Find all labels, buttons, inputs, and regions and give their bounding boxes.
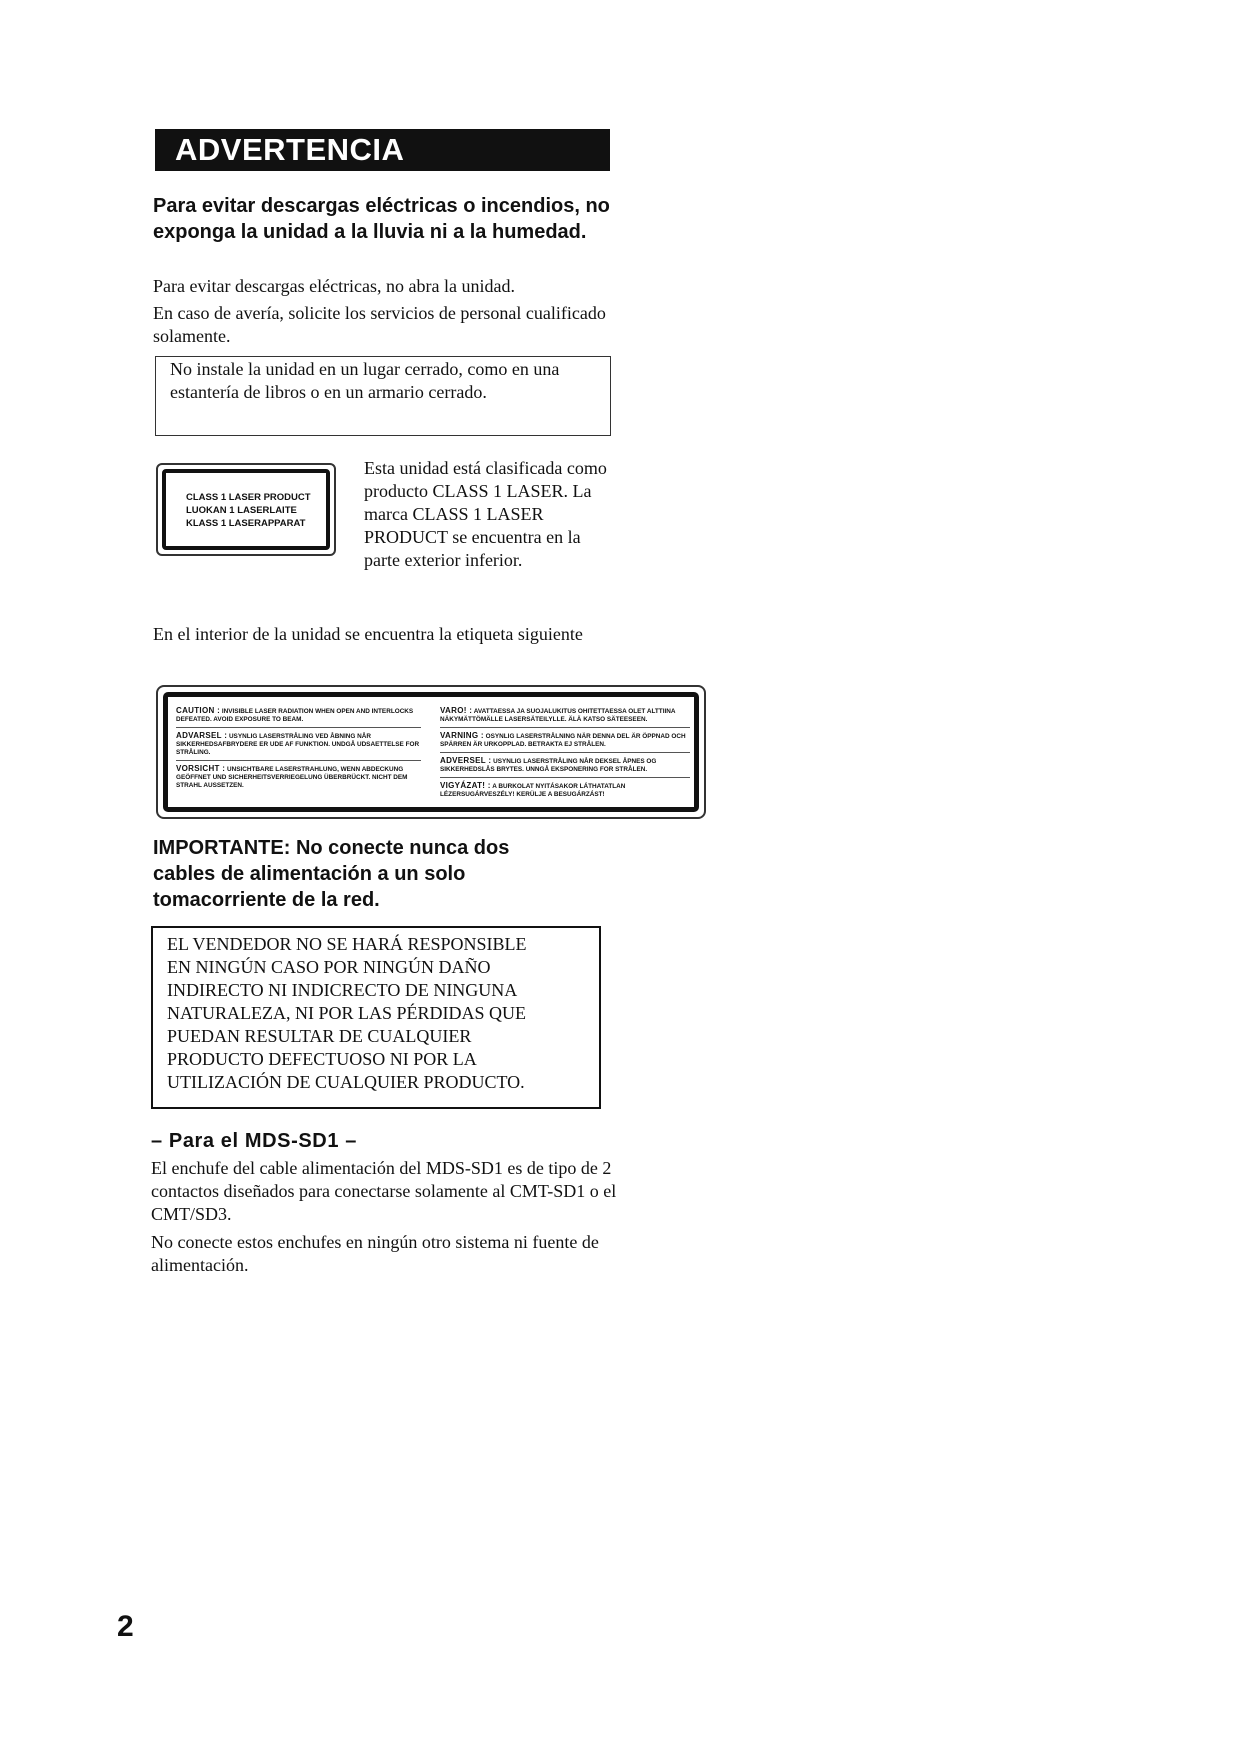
disclaimer-line: UTILIZACIÓN DE CUALQUIER PRODUCTO. — [167, 1072, 525, 1092]
caution-entry: VARO! : AVATTAESSA JA SUOJALUKITUS OHITETTAESSA OLET ALTTIINA NÄKYMÄTTÖMÄLLE LASERSÄTEILYLLE. ÄLÄ KATSO SÄTEESEEN. — [440, 707, 690, 728]
caution-entry: CAUTION : INVISIBLE LASER RADIATION WHEN OPEN AND INTERLOCKS DEFEATED. AVOID EXPOSURE TO BEAM. — [176, 707, 421, 728]
caution-laser-label — [156, 685, 706, 819]
mds-paragraph-2: No conecte estos enchufes en ningún otro sistema ni fuente de alimentación. — [151, 1232, 599, 1275]
important-heading: IMPORTANTE: No conecte nunca dos cables de alimentación a un solo tomacorriente de la red. — [153, 837, 510, 911]
class-label-line-3: KLASS 1 LASERAPPARAT — [186, 518, 306, 529]
warning-banner: ADVERTENCIA — [155, 129, 610, 171]
mds-heading: – Para el MDS-SD1 – — [151, 1130, 357, 1152]
installation-warning-text: No instale la unidad en un lugar cerrado, como en una estantería de libros o en un armario cerrado. — [170, 359, 560, 402]
installation-warning-box — [155, 356, 611, 436]
class-label-line-1: CLASS 1 LASER PRODUCT — [186, 492, 311, 503]
paragraph-no-abrir: Para evitar descargas eléctricas, no abra la unidad. — [153, 276, 515, 296]
disclaimer-line: INDIRECTO NI INDICRECTO DE NINGUNA — [167, 980, 518, 1000]
disclaimer-line: EN NINGÚN CASO POR NINGÚN DAÑO — [167, 957, 491, 977]
paragraph-servicio: En caso de avería, solicite los servicios de personal cualificado solamente. — [153, 303, 606, 346]
disclaimer-box — [151, 926, 601, 1109]
class1-description: Esta unidad está clasificada como producto CLASS 1 LASER. La marca CLASS 1 LASER PRODUCT se encuentra en la parte exterior inferior. — [364, 458, 607, 570]
caution-entry: VARNING : OSYNLIG LASERSTRÅLNING NÄR DENNA DEL ÄR ÖPPNAD OCH SPÄRREN ÄR URKOPPLAD. BETRAKTA EJ STRÅLEN. — [440, 732, 690, 753]
interior-label-text: En el interior de la unidad se encuentra la etiqueta siguiente — [153, 624, 583, 644]
disclaimer-line: PRODUCTO DEFECTUOSO NI POR LA — [167, 1049, 477, 1069]
caution-entry: ADVARSEL : USYNLIG LASERSTRÅLING VED ÅBNING NÅR SIKKERHEDSAFBRYDERE ER UDE AF FUNKTION. UNDGÅ UDSAETTELSE FOR STRÅLING. — [176, 732, 421, 761]
caution-entry: ADVERSEL : USYNLIG LASERSTRÅLING NÅR DEKSEL ÅPNES OG SIKKERHEDSLÅS BRYTES. UNNGÅ EKSPONERING FOR STRÅLEN. — [440, 757, 690, 778]
mds-paragraph-1: El enchufe del cable alimentación del MDS-SD1 es de tipo de 2 contactos diseñados para conectarse solamente al CMT-SD1 o el CMT/SD3. — [151, 1158, 617, 1224]
disclaimer-line: PUEDAN RESULTAR DE CUALQUIER — [167, 1026, 472, 1046]
page-number: 2 — [117, 1610, 134, 1643]
disclaimer-line: EL VENDEDOR NO SE HARÁ RESPONSIBLE — [167, 934, 527, 954]
class1-laser-label — [156, 463, 336, 556]
section-heading: Para evitar descargas eléctricas o incendios, no exponga la unidad a la lluvia ni a la humedad. — [153, 195, 610, 243]
caution-entry: VORSICHT : UNSICHTBARE LASERSTRAHLUNG, WENN ABDECKUNG GEÖFFNET UND SICHERHEITSVERRIEGELUNG ÜBERBRÜCKT. NICHT DEM STRAHL AUSSETZEN. — [176, 764, 408, 789]
disclaimer-line: NATURALEZA, NI POR LAS PÉRDIDAS QUE — [167, 1003, 527, 1023]
caution-entry: VIGYÁZAT! : A BURKOLAT NYITÁSAKOR LÁTHATATLAN LÉZERSUGÁRVESZÉLY! KERÜLJE A BESUGÁRZÁST! — [440, 781, 626, 798]
class-label-line-2: LUOKAN 1 LASERLAITE — [186, 505, 297, 516]
